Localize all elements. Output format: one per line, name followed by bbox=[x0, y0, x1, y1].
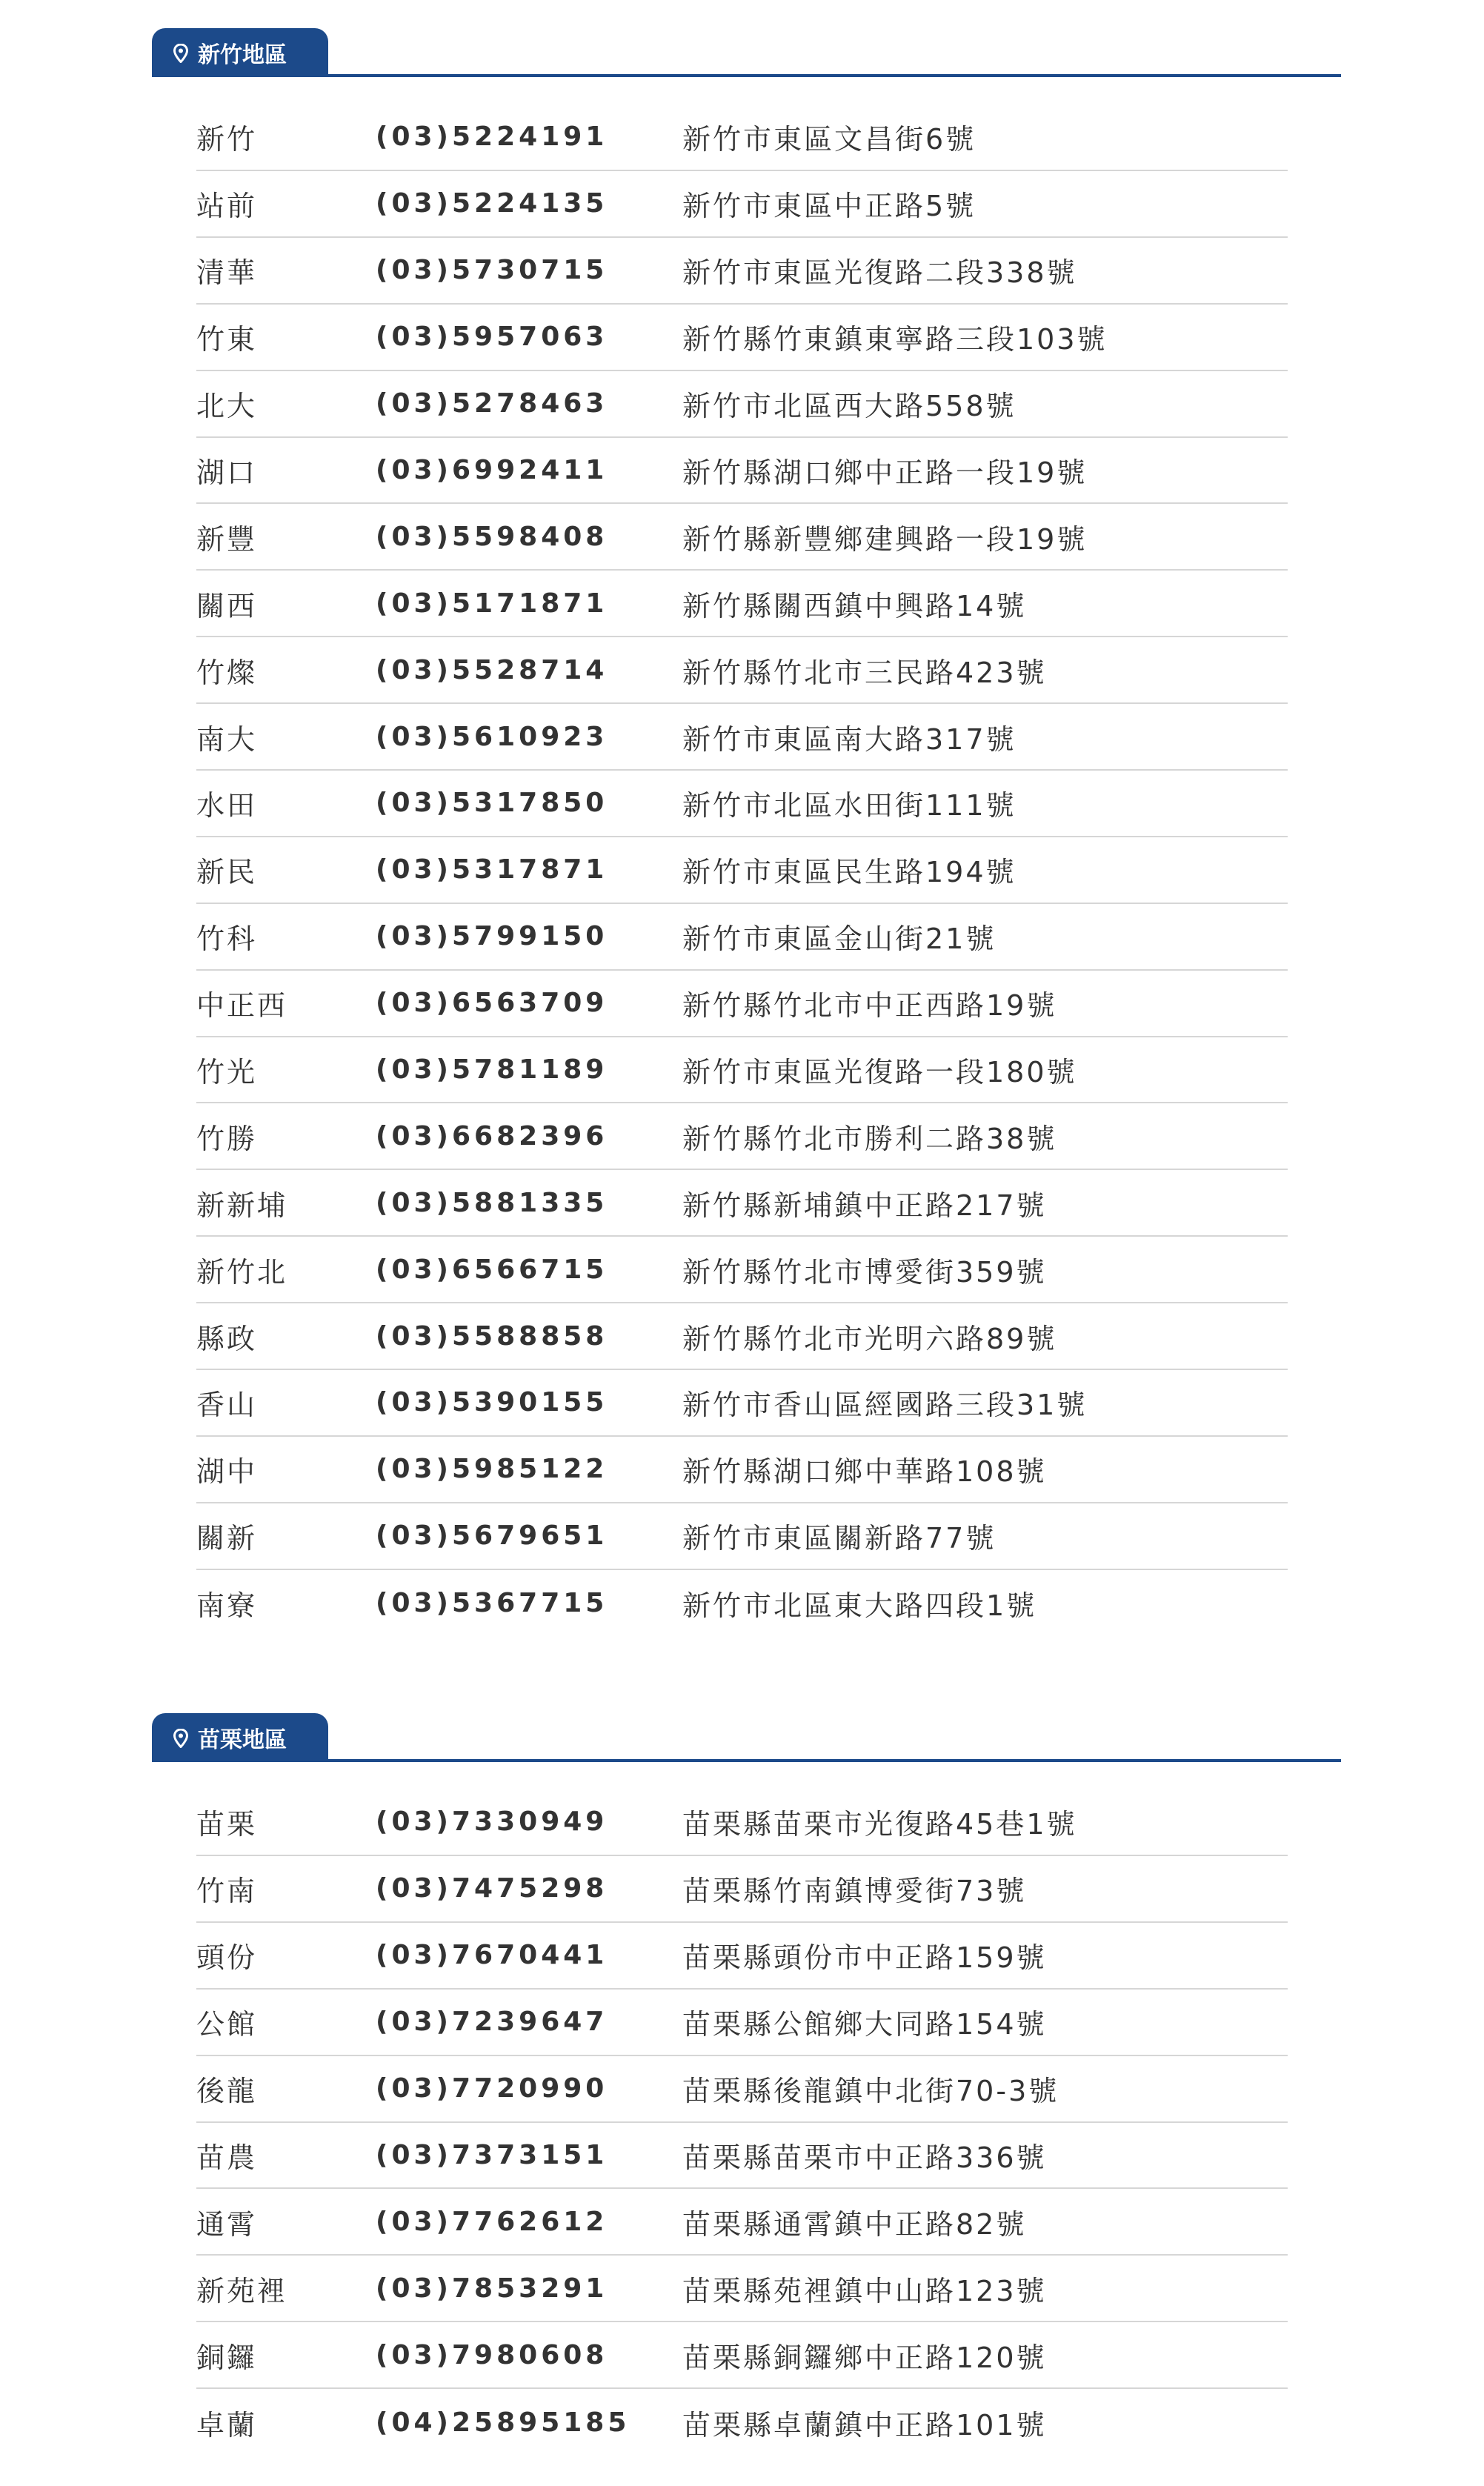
branch-row bbox=[196, 771, 1288, 837]
branch-phone[interactable]: (03)7330949 bbox=[376, 1807, 608, 1838]
branch-row bbox=[196, 637, 1288, 704]
branch-address: 新竹縣關西鎮中興路14號 bbox=[682, 589, 1027, 622]
branch-address: 新竹市東區金山街21號 bbox=[682, 923, 996, 956]
branch-phone[interactable]: (03)7373151 bbox=[376, 2139, 608, 2170]
branch-row bbox=[196, 1370, 1288, 1437]
region-tab[interactable] bbox=[152, 28, 328, 77]
branch-row bbox=[196, 1237, 1288, 1303]
branch-address: 苗栗縣頭份市中正路159號 bbox=[682, 1941, 1047, 1975]
branch-name: 頭份 bbox=[196, 1941, 258, 1975]
branch-name: 南大 bbox=[196, 722, 258, 756]
branch-phone[interactable]: (03)5985122 bbox=[376, 1454, 608, 1485]
branch-address: 新竹縣竹東鎮東寧路三段103號 bbox=[682, 323, 1108, 356]
branch-address: 新竹縣湖口鄉中正路一段19號 bbox=[682, 456, 1088, 489]
branch-address: 新竹市北區東大路四段1號 bbox=[682, 1589, 1037, 1623]
branch-address: 苗栗縣卓蘭鎮中正路101號 bbox=[682, 2408, 1047, 2442]
branch-phone[interactable]: (03)6566715 bbox=[376, 1254, 608, 1285]
branch-row bbox=[196, 2256, 1288, 2322]
branch-row bbox=[196, 1037, 1288, 1104]
branch-address: 新竹縣新豐鄉建興路一段19號 bbox=[682, 522, 1088, 556]
branch-phone[interactable]: (03)5598408 bbox=[376, 521, 608, 552]
branch-row bbox=[196, 837, 1288, 904]
region-title: 新竹地區 bbox=[198, 42, 287, 68]
branch-phone[interactable]: (03)5679651 bbox=[376, 1520, 608, 1552]
branch-name: 公館 bbox=[196, 2008, 258, 2041]
branch-list bbox=[196, 1789, 1288, 2456]
branch-row bbox=[196, 2322, 1288, 2389]
branch-address: 新竹市北區西大路558號 bbox=[682, 390, 1016, 423]
branch-name: 水田 bbox=[196, 789, 258, 822]
branch-address: 新竹市北區水田街111號 bbox=[682, 789, 1016, 822]
branch-name: 中正西 bbox=[196, 989, 288, 1023]
map-pin-icon bbox=[173, 1728, 189, 1747]
branch-address: 新竹縣湖口鄉中華路108號 bbox=[682, 1455, 1047, 1489]
branch-name: 湖口 bbox=[196, 456, 258, 489]
branch-phone[interactable]: (03)5317871 bbox=[376, 854, 608, 885]
branch-name: 湖中 bbox=[196, 1455, 258, 1489]
branch-name: 卓蘭 bbox=[196, 2408, 258, 2442]
branch-phone[interactable]: (03)7475298 bbox=[376, 1873, 608, 1904]
branch-address: 新竹市香山區經國路三段31號 bbox=[682, 1389, 1088, 1422]
branch-address: 新竹市東區關新路77號 bbox=[682, 1522, 996, 1555]
branch-row bbox=[196, 1789, 1288, 1856]
branch-phone[interactable]: (03)6682396 bbox=[376, 1120, 608, 1151]
branch-phone[interactable]: (03)5528714 bbox=[376, 654, 608, 685]
branch-name: 竹科 bbox=[196, 923, 258, 956]
branch-phone[interactable]: (03)5278463 bbox=[376, 388, 608, 419]
branch-phone[interactable]: (03)5367715 bbox=[376, 1588, 608, 1619]
branch-phone[interactable]: (03)6563709 bbox=[376, 988, 608, 1019]
branch-phone[interactable]: (03)5610923 bbox=[376, 721, 608, 752]
branch-name: 銅鑼 bbox=[196, 2341, 258, 2374]
branch-row bbox=[196, 305, 1288, 371]
branch-name: 新竹 bbox=[196, 123, 258, 156]
branch-name: 清華 bbox=[196, 256, 258, 290]
branch-address: 新竹縣新埔鎮中正路217號 bbox=[682, 1189, 1047, 1222]
branch-name: 新豐 bbox=[196, 522, 258, 556]
branch-address: 苗栗縣銅鑼鄉中正路120號 bbox=[682, 2341, 1047, 2374]
branch-row bbox=[196, 1990, 1288, 2056]
branch-row bbox=[196, 2189, 1288, 2256]
branch-row bbox=[196, 704, 1288, 771]
branch-name: 苗栗 bbox=[196, 1808, 258, 1841]
branch-address: 新竹市東區文昌街6號 bbox=[682, 123, 976, 156]
branch-row bbox=[196, 1303, 1288, 1370]
branch-name: 縣政 bbox=[196, 1322, 258, 1355]
branch-row bbox=[196, 504, 1288, 571]
branch-name: 香山 bbox=[196, 1389, 258, 1422]
region-header bbox=[152, 1713, 1341, 1764]
branch-row bbox=[196, 1437, 1288, 1503]
branch-name: 關新 bbox=[196, 1522, 258, 1555]
branch-phone[interactable]: (03)5781189 bbox=[376, 1054, 608, 1085]
branch-row bbox=[196, 1170, 1288, 1237]
map-pin-icon bbox=[173, 43, 189, 62]
branch-row bbox=[196, 1503, 1288, 1570]
branch-row bbox=[196, 904, 1288, 971]
branch-phone[interactable]: (04)25895185 bbox=[376, 2407, 630, 2438]
branch-row bbox=[196, 438, 1288, 505]
branch-address: 新竹縣竹北市博愛街359號 bbox=[682, 1255, 1047, 1289]
branch-phone[interactable]: (03)7670441 bbox=[376, 1940, 608, 1971]
branch-phone[interactable]: (03)5171871 bbox=[376, 588, 608, 619]
branch-name: 苗農 bbox=[196, 2141, 258, 2174]
branch-row bbox=[196, 2123, 1288, 2190]
branch-name: 竹東 bbox=[196, 323, 258, 356]
branch-address: 新竹縣竹北市光明六路89號 bbox=[682, 1322, 1057, 1355]
branch-name: 竹勝 bbox=[196, 1122, 258, 1155]
branch-address: 苗栗縣苗栗市中正路336號 bbox=[682, 2141, 1047, 2174]
branch-phone[interactable]: (03)5317850 bbox=[376, 788, 608, 819]
branch-row bbox=[196, 971, 1288, 1037]
branch-phone[interactable]: (03)7853291 bbox=[376, 2273, 608, 2304]
branch-phone[interactable]: (03)7720990 bbox=[376, 2073, 608, 2104]
branch-address: 苗栗縣苗栗市光復路45巷1號 bbox=[682, 1808, 1077, 1841]
branch-address: 苗栗縣公館鄉大同路154號 bbox=[682, 2008, 1047, 2041]
branch-row bbox=[196, 104, 1288, 171]
branch-name: 竹南 bbox=[196, 1875, 258, 1908]
branch-phone[interactable]: (03)5799150 bbox=[376, 921, 608, 952]
branch-list bbox=[196, 104, 1288, 1636]
branch-row bbox=[196, 1856, 1288, 1923]
branch-row bbox=[196, 1570, 1288, 1637]
branch-name: 新民 bbox=[196, 856, 258, 889]
branch-address: 新竹市東區中正路5號 bbox=[682, 190, 976, 223]
region-divider bbox=[152, 1759, 1341, 1762]
branch-name: 南寮 bbox=[196, 1589, 258, 1623]
branch-name: 新竹北 bbox=[196, 1255, 288, 1289]
branch-phone[interactable]: (03)5390155 bbox=[376, 1387, 608, 1418]
branch-address: 苗栗縣後龍鎮中北街70-3號 bbox=[682, 2075, 1059, 2108]
branch-name: 竹光 bbox=[196, 1055, 258, 1089]
branch-address: 苗栗縣竹南鎮博愛街73號 bbox=[682, 1875, 1027, 1908]
branch-row bbox=[196, 171, 1288, 238]
branch-name: 北大 bbox=[196, 390, 258, 423]
branch-phone[interactable]: (03)5957063 bbox=[376, 322, 608, 353]
branch-row bbox=[196, 238, 1288, 305]
branch-address: 新竹市東區光復路二段338號 bbox=[682, 256, 1077, 290]
branch-row bbox=[196, 2389, 1288, 2456]
branch-row bbox=[196, 1923, 1288, 1990]
branch-phone[interactable]: (03)5730715 bbox=[376, 255, 608, 286]
branch-address: 苗栗縣苑裡鎮中山路123號 bbox=[682, 2274, 1047, 2307]
branch-address: 新竹縣竹北市三民路423號 bbox=[682, 656, 1047, 689]
branch-address: 苗栗縣通霄鎮中正路82號 bbox=[682, 2207, 1027, 2241]
branch-name: 竹燦 bbox=[196, 656, 258, 689]
branch-address: 新竹市東區光復路一段180號 bbox=[682, 1055, 1077, 1089]
region-title: 苗栗地區 bbox=[198, 1727, 287, 1753]
branch-phone[interactable]: (03)5224191 bbox=[376, 122, 608, 153]
branch-phone[interactable]: (03)7762612 bbox=[376, 2206, 608, 2237]
branch-phone[interactable]: (03)5588858 bbox=[376, 1320, 608, 1352]
branch-name: 站前 bbox=[196, 190, 258, 223]
region-divider bbox=[152, 74, 1341, 77]
branch-row bbox=[196, 371, 1288, 438]
branch-row bbox=[196, 2056, 1288, 2123]
branch-phone[interactable]: (03)5224135 bbox=[376, 188, 608, 219]
branch-name: 新苑裡 bbox=[196, 2274, 288, 2307]
branch-phone[interactable]: (03)5881335 bbox=[376, 1187, 608, 1218]
branch-address: 新竹縣竹北市勝利二路38號 bbox=[682, 1122, 1057, 1155]
region-header bbox=[152, 28, 1341, 79]
branch-address: 新竹縣竹北市中正西路19號 bbox=[682, 989, 1057, 1023]
branch-phone[interactable]: (03)7239647 bbox=[376, 2007, 608, 2038]
branch-name: 後龍 bbox=[196, 2075, 258, 2108]
branch-row bbox=[196, 571, 1288, 637]
branch-name: 通霄 bbox=[196, 2207, 258, 2241]
branch-row bbox=[196, 1103, 1288, 1170]
branch-phone[interactable]: (03)7980608 bbox=[376, 2339, 608, 2370]
branch-phone[interactable]: (03)6992411 bbox=[376, 454, 608, 485]
branch-name: 新新埔 bbox=[196, 1189, 288, 1222]
region-tab[interactable] bbox=[152, 1713, 328, 1762]
branch-address: 新竹市東區南大路317號 bbox=[682, 722, 1016, 756]
branch-address: 新竹市東區民生路194號 bbox=[682, 856, 1016, 889]
branch-name: 關西 bbox=[196, 589, 258, 622]
